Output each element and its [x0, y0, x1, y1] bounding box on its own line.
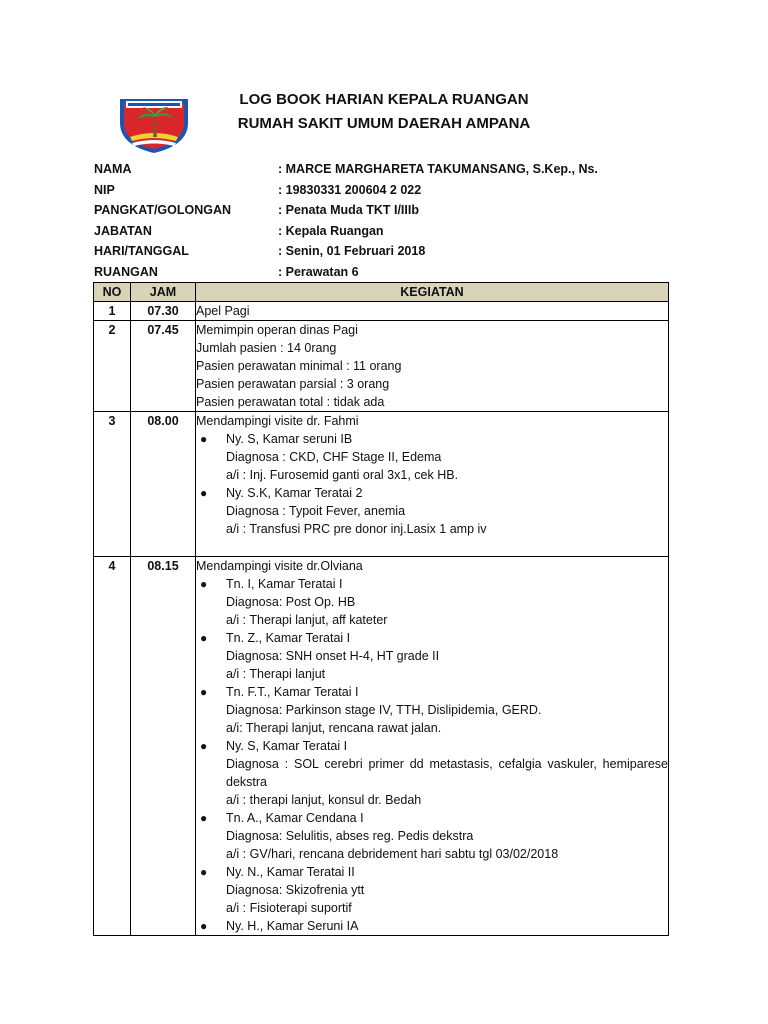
patient-name: Tn. F.T., Kamar Teratai I	[226, 685, 359, 699]
activity-title: Mendampingi visite dr.Olviana	[196, 559, 363, 573]
document-title: LOG BOOK HARIAN KEPALA RUANGAN	[239, 91, 529, 108]
table-row	[94, 302, 669, 321]
patient-action: a/i : Fisioterapi suportif	[226, 901, 352, 915]
patient-action: a/i : Transfusi PRC pre donor inj.Lasix 1 amp iv	[226, 522, 487, 536]
bullet-icon: ●	[200, 631, 208, 645]
patient-diagnosis: Diagnosa: Skizofrenia ytt	[226, 883, 365, 897]
patient-diagnosis: Diagnosa: Post Op. HB	[226, 595, 356, 609]
blank-space	[196, 538, 668, 556]
bullet-icon: ●	[200, 486, 208, 500]
bullet-icon: ●	[200, 432, 208, 446]
patient-list	[196, 575, 668, 935]
patient-diagnosis: Diagnosa : SOL cerebri primer dd metastasis, cefalgia vaskuler, hemiparese dekstra	[226, 757, 668, 789]
table-row	[94, 412, 669, 557]
column-header-no: NO	[94, 283, 131, 302]
activity-line: Pasien perawatan total : tidak ada	[196, 395, 385, 409]
info-value: : Senin, 01 Februari 2018	[278, 244, 426, 258]
info-row-jabatan	[94, 221, 694, 242]
hospital-name: RUMAH SAKIT UMUM DAERAH AMPANA	[237, 115, 531, 132]
info-row-hari-tanggal	[94, 241, 694, 262]
patient-action: a/i : therapi lanjut, konsul dr. Bedah	[226, 793, 422, 807]
info-value: : Perawatan 6	[278, 264, 359, 279]
table-row	[94, 321, 669, 412]
patient-item	[196, 863, 668, 917]
activity-line: Jumlah pasien : 14 0rang	[196, 341, 337, 355]
info-value: : Penata Muda TKT I/IIIb	[278, 203, 419, 217]
info-value: : MARCE MARGHARETA TAKUMANSANG, S.Kep., Ns.	[278, 162, 598, 176]
row-activity	[196, 321, 669, 412]
activity-title: Mendampingi visite dr. Fahmi	[196, 414, 359, 428]
patient-name: Ny. N., Kamar Teratai II	[226, 865, 355, 879]
patient-name: Tn. I, Kamar Teratai I	[226, 577, 343, 591]
activity-line: Memimpin operan dinas Pagi	[196, 323, 358, 337]
bullet-icon: ●	[200, 919, 208, 933]
column-header-kegiatan: KEGIATAN	[196, 283, 669, 302]
activity-log-table	[93, 282, 669, 936]
info-row-pangkat	[94, 200, 694, 221]
patient-item	[196, 917, 668, 935]
row-activity	[196, 412, 669, 557]
patient-item	[196, 484, 668, 538]
row-number: 4	[94, 557, 131, 936]
regency-crest-logo-icon	[116, 93, 192, 155]
patient-item	[196, 575, 668, 629]
activity-line: Apel Pagi	[196, 304, 250, 318]
patient-action: a/i : GV/hari, rencana debridement hari sabtu tgl 03/02/2018	[226, 847, 559, 861]
patient-item	[196, 629, 668, 683]
patient-item	[196, 737, 668, 809]
patient-action: a/i : Therapi lanjut, aff kateter	[226, 613, 388, 627]
row-time: 08.15	[131, 557, 196, 936]
table-row	[94, 557, 669, 936]
info-label: NIP	[94, 182, 115, 197]
info-label: PANGKAT/GOLONGAN	[94, 203, 232, 217]
info-row-nip	[94, 180, 694, 201]
bullet-icon: ●	[200, 577, 208, 591]
patient-name: Tn. A., Kamar Cendana I	[226, 811, 364, 825]
row-number: 2	[94, 321, 131, 412]
patient-diagnosis: Diagnosa: SNH onset H-4, HT grade II	[226, 649, 440, 663]
identity-info	[94, 159, 694, 282]
patient-diagnosis: Diagnosa : CKD, CHF Stage II, Edema	[226, 450, 442, 464]
patient-name: Ny. S, Kamar Teratai I	[226, 739, 348, 753]
row-activity	[196, 302, 669, 321]
table-header-row	[94, 283, 669, 302]
row-activity	[196, 557, 669, 936]
patient-name: Ny. S, Kamar seruni IB	[226, 432, 353, 446]
info-value: : 19830331 200604 2 022	[278, 182, 422, 197]
patient-name: Ny. S.K, Kamar Teratai 2	[226, 486, 363, 500]
row-time: 08.00	[131, 412, 196, 557]
info-row-ruangan	[94, 262, 694, 283]
info-label: NAMA	[94, 162, 132, 176]
bullet-icon: ●	[200, 739, 208, 753]
patient-action: a/i: Therapi lanjut, rencana rawat jalan.	[226, 721, 442, 735]
row-time: 07.45	[131, 321, 196, 412]
patient-diagnosis: Diagnosa : Typoit Fever, anemia	[226, 504, 406, 518]
patient-action: a/i : Therapi lanjut	[226, 667, 326, 681]
activity-line: Pasien perawatan parsial : 3 orang	[196, 377, 390, 391]
row-number: 3	[94, 412, 131, 557]
info-label: HARI/TANGGAL	[94, 244, 189, 258]
patient-name: Ny. H., Kamar Seruni IA	[226, 919, 359, 933]
patient-list	[196, 430, 668, 538]
patient-item	[196, 430, 668, 484]
row-time: 07.30	[131, 302, 196, 321]
bullet-icon: ●	[200, 685, 208, 699]
bullet-icon: ●	[200, 811, 208, 825]
bullet-icon: ●	[200, 865, 208, 879]
patient-name: Tn. Z., Kamar Teratai I	[226, 631, 351, 645]
activity-line: Pasien perawatan minimal : 11 orang	[196, 359, 402, 373]
patient-item	[196, 809, 668, 863]
info-label: JABATAN	[94, 223, 152, 238]
patient-diagnosis: Diagnosa: Parkinson stage IV, TTH, Dislipidemia, GERD.	[226, 703, 542, 717]
row-number: 1	[94, 302, 131, 321]
info-label: RUANGAN	[94, 264, 158, 279]
patient-item	[196, 683, 668, 737]
patient-diagnosis: Diagnosa: Selulitis, abses reg. Pedis dekstra	[226, 829, 474, 843]
info-value: : Kepala Ruangan	[278, 223, 384, 238]
patient-action: a/i : Inj. Furosemid ganti oral 3x1, cek HB.	[226, 468, 459, 482]
info-row-nama	[94, 159, 694, 180]
column-header-jam: JAM	[131, 283, 196, 302]
